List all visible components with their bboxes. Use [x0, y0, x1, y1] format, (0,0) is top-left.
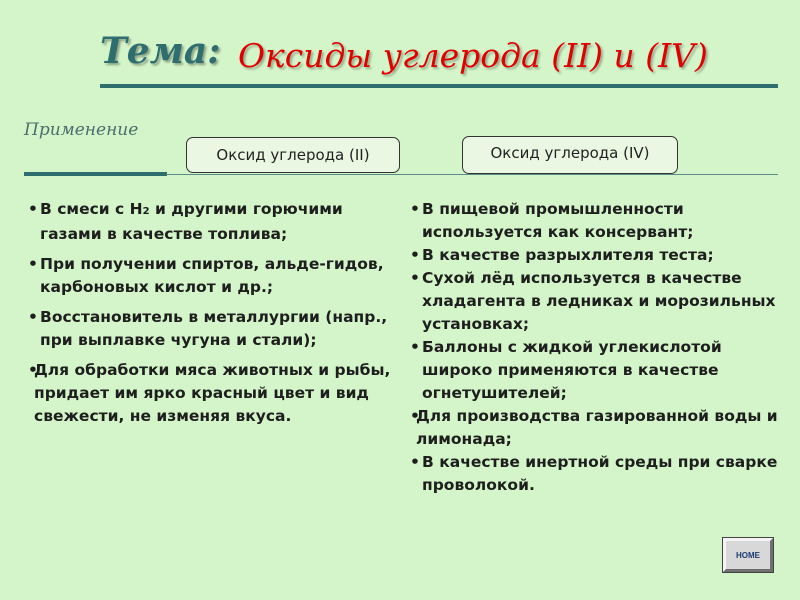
list-item: • В смеси с Н2 и другими горючими газами в качестве топлива;	[28, 198, 400, 246]
home-button-label: HOME	[736, 550, 760, 560]
list-item: • При получении спиртов, альде-гидов, карбоновых кислот и др.;	[28, 253, 400, 299]
topic-label: Тема:	[100, 30, 221, 72]
title-divider	[100, 84, 778, 88]
column-header-co-label: Оксид углерода (II)	[216, 145, 370, 164]
list-item: • Сухой лёд используется в качестве хладагента в ледниках и морозильных установках;	[410, 267, 785, 336]
slide-title: Оксиды углерода (II) и (IV)	[238, 36, 708, 75]
column-header-co2-label: Оксид углерода (IV)	[490, 143, 650, 162]
list-item: • В пищевой промышленности используется как консервант;	[410, 198, 785, 244]
header-divider	[166, 174, 778, 175]
list-item: • В качестве инертной среды при сварке проволокой.	[410, 451, 785, 497]
section-label-underline	[24, 172, 167, 176]
list-item: • Для производства газированной воды и лимонада;	[410, 405, 785, 451]
column-header-co2	[462, 136, 678, 174]
list-item: • В качестве разрыхлителя теста;	[410, 244, 785, 267]
home-button[interactable]	[723, 538, 773, 572]
list-item: • Для обработки мяса животных и рыбы, придает им ярко красный цвет и вид свежести, не изменяя вкуса.	[28, 359, 400, 428]
co-uses-list	[28, 198, 400, 435]
subscript-2: 2	[142, 206, 150, 217]
section-label: Применение	[24, 120, 139, 140]
co2-uses-list	[410, 198, 785, 497]
column-header-co	[186, 137, 400, 173]
list-item: • Баллоны с жидкой углекислотой широко применяются в качестве огнетушителей;	[410, 336, 785, 405]
list-item: • Восстановитель в металлургии (напр., при выплавке чугуна и стали);	[28, 306, 400, 352]
